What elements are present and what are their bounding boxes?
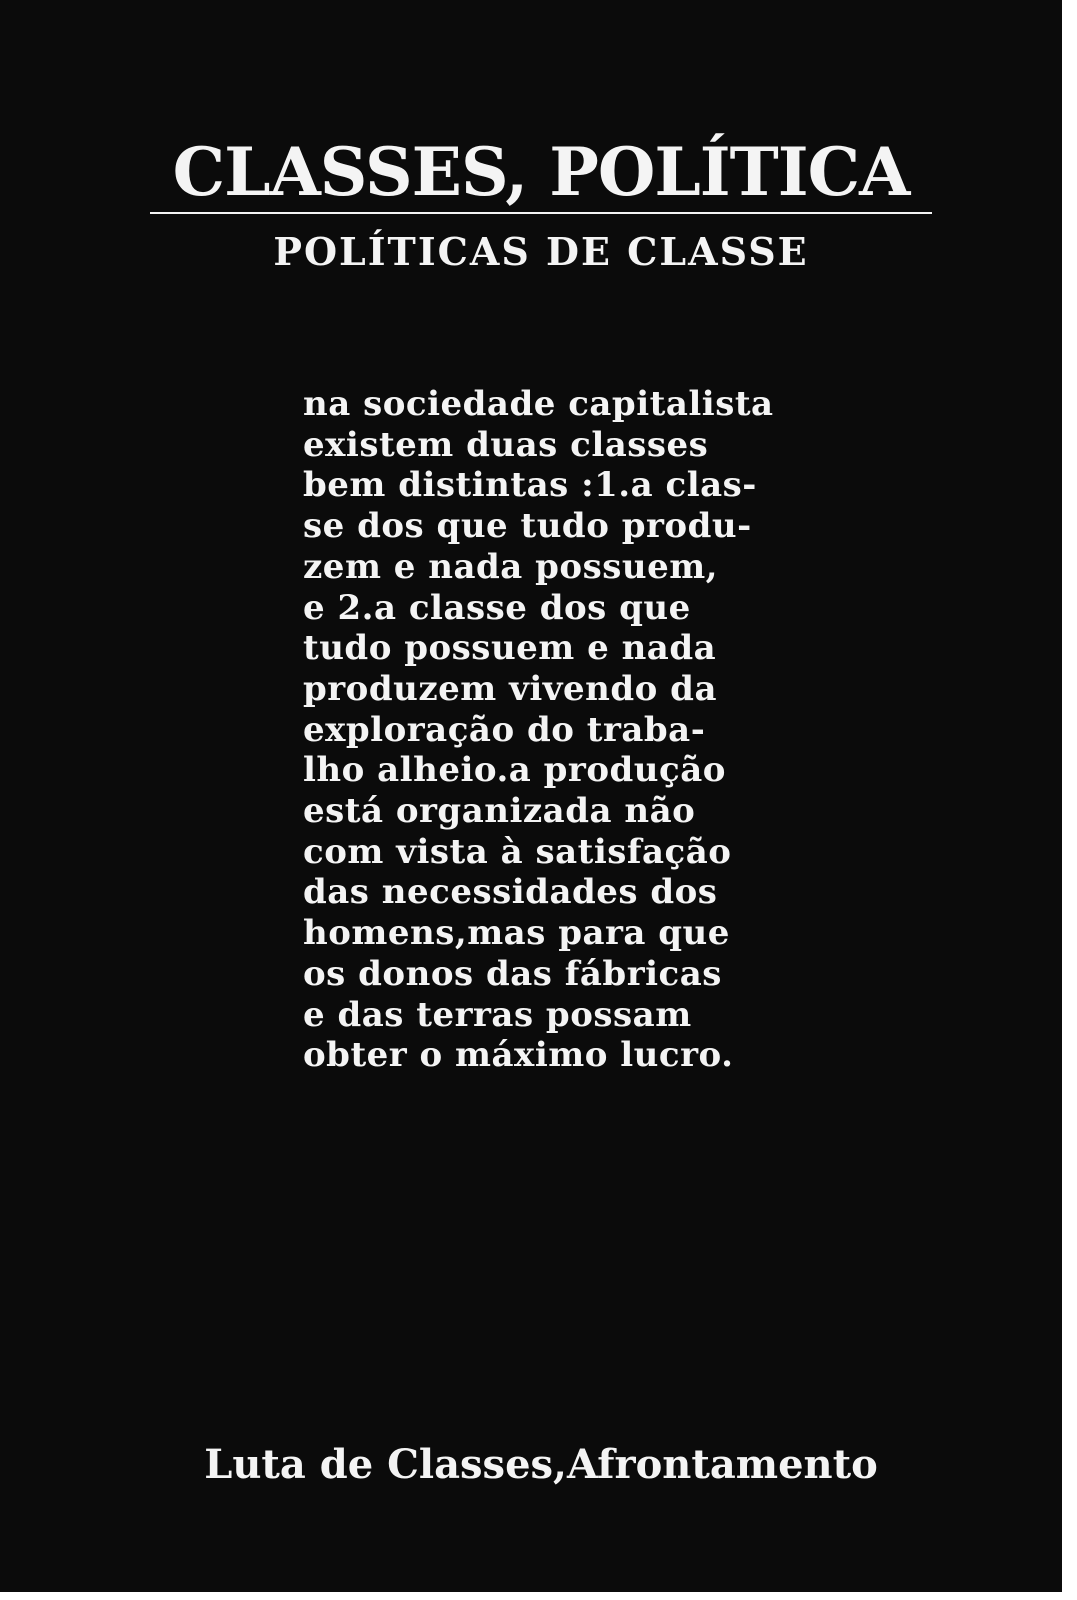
cover-body-text xyxy=(303,384,823,1076)
body-line: obter o máximo lucro. xyxy=(303,1035,734,1076)
body-line: está organizada não xyxy=(303,791,696,832)
body-line: se dos que tudo produ- xyxy=(303,506,752,547)
body-line: zem e nada possuem, xyxy=(303,546,719,587)
body-line: homens,mas para que xyxy=(303,913,730,954)
body-line: e das terras possam xyxy=(303,994,692,1035)
body-line: exploração do traba- xyxy=(303,709,706,750)
body-line: na sociedade capitalista xyxy=(303,384,774,424)
publisher-line: Luta de Classes,Afrontamento xyxy=(204,1441,878,1488)
body-line: bem distintas :1.a clas- xyxy=(303,465,757,506)
body-line: existem duas classes xyxy=(303,424,709,465)
body-line: tudo possuem e nada xyxy=(303,628,717,669)
body-line: lho alheio.a produção xyxy=(303,750,726,791)
cover-title: CLASSES, POLÍTICA xyxy=(172,133,910,211)
body-line: os donos das fábricas xyxy=(303,953,722,994)
cover-subtitle: POLÍTICAS DE CLASSE xyxy=(273,229,809,274)
title-divider xyxy=(150,212,932,214)
body-line: e 2.a classe dos que xyxy=(303,587,691,628)
body-line: produzem vivendo da xyxy=(303,668,717,709)
body-line: das necessidades dos xyxy=(303,872,718,913)
body-line: com vista à satisfação xyxy=(303,831,732,872)
